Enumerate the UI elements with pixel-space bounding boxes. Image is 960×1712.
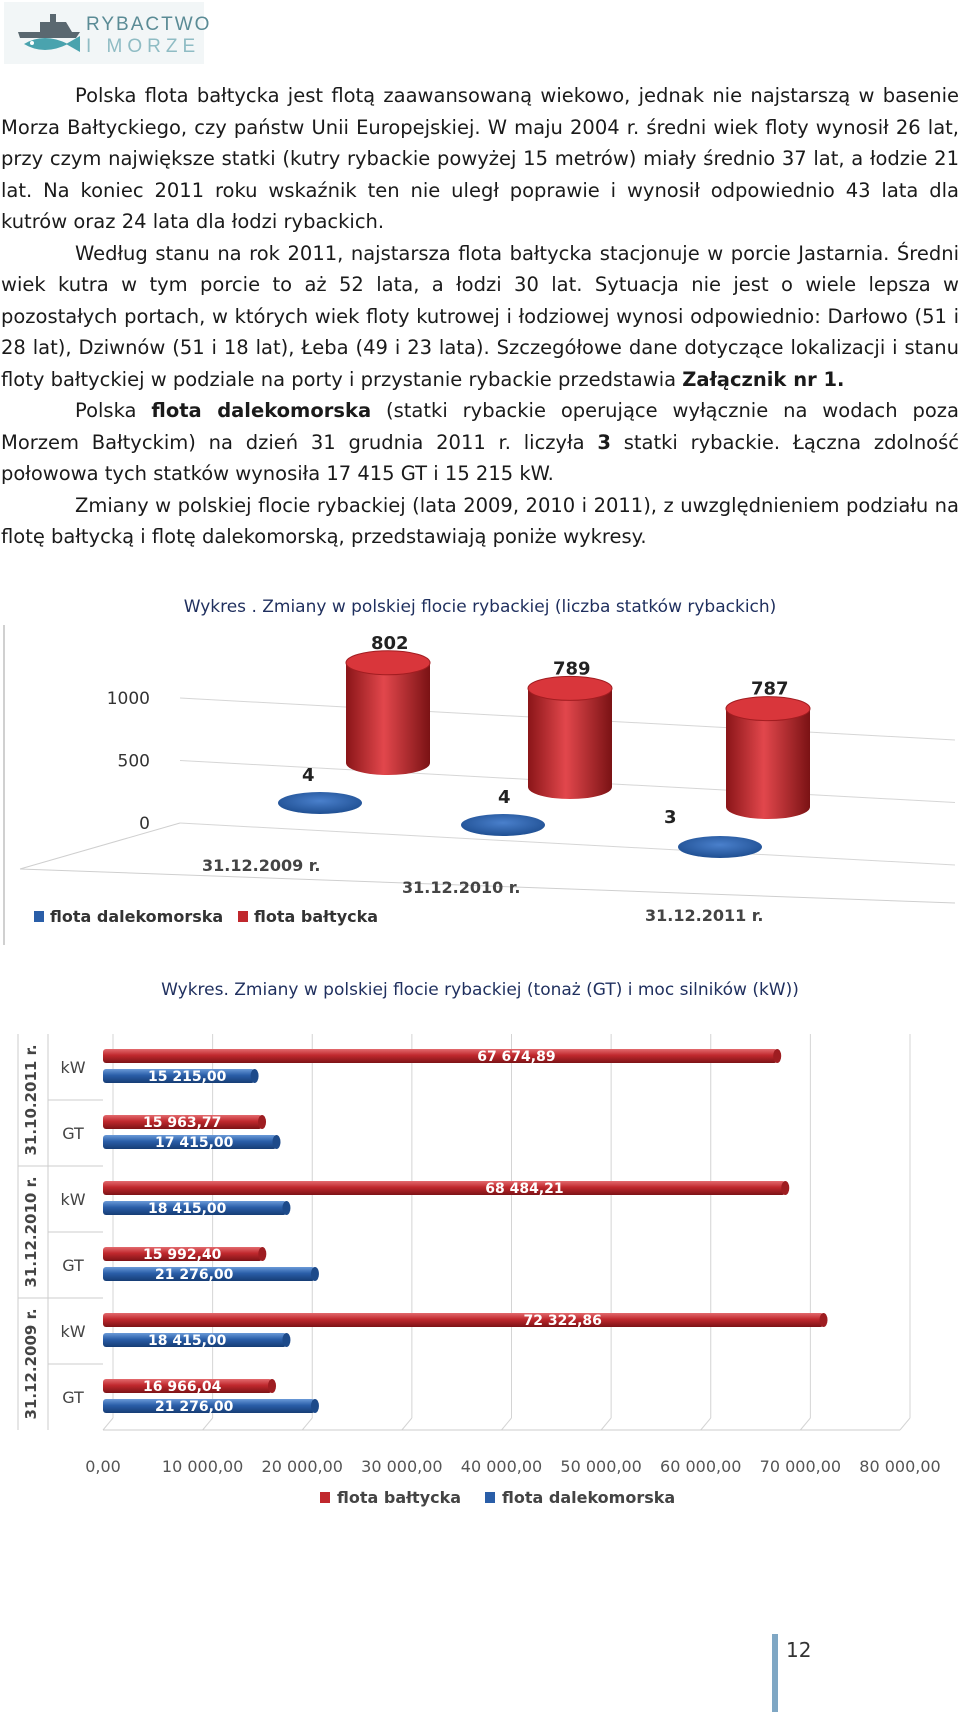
chart1-y-tick: 0 <box>139 814 150 834</box>
chart2-gridline-foot <box>402 1418 412 1430</box>
chart2-legend <box>320 1488 675 1507</box>
chart1-bar-distant <box>461 814 545 836</box>
chart1-legend <box>34 907 378 926</box>
body-text <box>1 80 959 553</box>
chart2-bar-distant-cap <box>311 1267 319 1281</box>
chart2-group-label: 31.12.2009 r. <box>22 1308 40 1420</box>
chart1-x-label: 31.12.2011 r. <box>645 906 764 925</box>
logo-line1: RYBACTWO <box>86 14 212 35</box>
legend2-label-baltic: flota bałtycka <box>337 1488 462 1507</box>
chart2-bar-baltic <box>103 1313 824 1327</box>
chart2-x-tick: 20 000,00 <box>261 1457 343 1476</box>
chart2-label-distant: 17 415,00 <box>155 1135 234 1151</box>
chart2-metric-label: GT <box>62 1124 84 1143</box>
paragraph-3-text-c: statki rybackie. Łączna zdolność połowowa tych statków wynosiła 17 415 GT i 15 215 kW. <box>1 430 959 485</box>
chart2-label-baltic: 72 322,86 <box>523 1313 602 1329</box>
chart1-y-ticks <box>107 689 150 834</box>
chart2-x-tick: 70 000,00 <box>759 1457 842 1476</box>
chart1-bar-baltic-top <box>726 697 810 721</box>
appendix-reference: Załącznik nr 1. <box>682 367 845 391</box>
chart2-x-ticks <box>85 1457 941 1476</box>
chart2-x-tick: 80 000,00 <box>859 1457 941 1476</box>
chart2-bar-distant-cap <box>282 1201 290 1215</box>
paragraph-4: Zmiany w polskiej flocie rybackiej (lata 2009, 2010 i 2011), z uwzględnieniem podziału na flotę bałtycką i flotę dalekomorską, przedstawiają poniże wykresy. <box>1 493 959 548</box>
chart1-label-distant: 4 <box>302 765 315 786</box>
chart2-gridline-foot <box>800 1418 810 1430</box>
chart2-label-distant: 15 215,00 <box>148 1069 227 1085</box>
chart1-bar-distant <box>678 836 762 858</box>
chart1-bar-baltic <box>726 709 810 819</box>
chart1-bar-baltic-top <box>528 676 612 700</box>
chart2-label-baltic: 68 484,21 <box>485 1181 564 1197</box>
chart1-bar-baltic <box>528 688 612 799</box>
chart2-gridline-foot <box>103 1418 113 1430</box>
chart1-label-baltic: 802 <box>371 632 409 654</box>
chart2-gridline-foot <box>701 1418 711 1430</box>
paragraph-3-bold-b: 3 <box>597 430 611 454</box>
chart2-bar-distant-cap <box>251 1069 259 1083</box>
chart2-x-tick: 50 000,00 <box>560 1457 642 1476</box>
chart2-bar-baltic-cap <box>258 1247 266 1261</box>
chart2-label-distant: 21 276,00 <box>155 1267 234 1283</box>
chart1-label-distant: 3 <box>664 807 677 828</box>
legend-label-distant: flota dalekomorska <box>50 907 224 926</box>
chart2-bar-baltic-cap <box>773 1049 781 1063</box>
chart2-bars <box>103 1049 828 1415</box>
chart2-gridline-foot <box>203 1418 213 1430</box>
chart2-bar-baltic <box>103 1181 785 1195</box>
chart2-x-tick: 60 000,00 <box>660 1457 742 1476</box>
chart2-label-baltic: 15 963,77 <box>143 1115 222 1131</box>
chart2-label-distant: 21 276,00 <box>155 1399 234 1415</box>
chart2-gridline-foot <box>900 1418 910 1430</box>
chart2-bar-distant-cap <box>311 1399 319 1413</box>
logo <box>4 2 212 64</box>
chart1-gridlines <box>20 698 955 903</box>
chart2-gridline-foot <box>302 1418 312 1430</box>
legend-swatch-baltic <box>238 911 248 922</box>
chart2-label-baltic: 15 992,40 <box>143 1247 222 1263</box>
chart2-label-distant: 18 415,00 <box>148 1333 227 1349</box>
legend2-swatch-baltic <box>320 1492 330 1503</box>
chart2-metric-label: GT <box>62 1388 84 1407</box>
chart-tonnage-power <box>0 1020 960 1520</box>
chart2-label-distant: 18 415,00 <box>148 1201 227 1217</box>
chart1-bar-baltic-top <box>346 651 430 675</box>
paragraph-3-text-a: Polska <box>75 399 152 422</box>
logo-line2: I MORZE <box>86 36 201 57</box>
chart2-bar-baltic-cap <box>820 1313 828 1327</box>
chart1-bar-distant <box>278 792 362 814</box>
chart2-bar-baltic <box>103 1049 777 1063</box>
chart2-label-baltic: 16 966,04 <box>143 1379 222 1395</box>
chart2-metric-label: GT <box>62 1256 84 1275</box>
chart1-label-baltic: 789 <box>553 658 591 680</box>
paragraph-3-bold-a: flota dalekomorska <box>151 399 372 422</box>
chart1-y-tick: 500 <box>117 751 150 772</box>
legend-label-baltic: flota bałtycka <box>254 907 379 926</box>
chart2-label-baltic: 67 674,89 <box>477 1049 556 1065</box>
paragraph-3 <box>1 395 959 490</box>
chart2-metric-label: kW <box>60 1322 86 1341</box>
chart2-group-labels <box>22 1044 40 1419</box>
chart1-bar-baltic <box>346 663 430 775</box>
chart2-x-tick: 30 000,00 <box>361 1457 443 1476</box>
chart1-x-label: 31.12.2010 r. <box>402 878 521 897</box>
chart2-x-tick: 0,00 <box>85 1457 121 1476</box>
chart2-bar-distant-cap <box>272 1135 280 1149</box>
paragraph-2-text: Według stanu na rok 2011, najstarsza flota bałtycka stacjonuje w porcie Jastarnia. Średni wiek kutra w tym porcie to aż 52 lata, a łodzi 30 lat. Sytuacja nie jest o wiele lepsza w pozostałych portach, w których wiek floty kutrowej i łodziowej wynosi odpowiednio: Darłowo (51 i 28 lat), Dziwnów (51 i 18 lat), Łeba (49 i 23 lata). Szczegółowe dane dotyczące lokalizacji i stanu floty bałtyckiej w podziale na porty i przystanie rybackie przedstawia <box>1 241 959 391</box>
chart2-metric-label: kW <box>60 1058 86 1077</box>
legend2-swatch-distant <box>485 1492 495 1503</box>
chart2-bar-baltic-cap <box>781 1181 789 1195</box>
paragraph-2 <box>1 238 959 396</box>
chart2-gridline-foot <box>502 1418 512 1430</box>
chart2-metric-label: kW <box>60 1190 86 1209</box>
chart2-group-label: 31.12.2010 r. <box>22 1176 40 1288</box>
chart2-x-tick: 40 000,00 <box>460 1457 543 1476</box>
chart2-gridline-foot <box>601 1418 611 1430</box>
page-number-bar <box>772 1634 778 1712</box>
legend2-label-distant: flota dalekomorska <box>502 1488 676 1507</box>
page-number: 12 <box>786 1638 812 1662</box>
chart1-label-baltic: 787 <box>751 678 789 700</box>
chart1-floor-edge <box>20 823 180 869</box>
chart2-bar-distant-cap <box>282 1333 290 1347</box>
chart1-y-tick: 1000 <box>106 689 150 709</box>
paragraph-1: Polska flota bałtycka jest flotą zaawansowaną wiekowo, jednak nie najstarszą w basenie Morza Bałtyckiego, czy państw Unii Europejskiej. W maju 2004 r. średni wiek floty wynosił 26 lat, przy czym największe statki (kutry rybackie powyżej 15 metrów) miały średnio 37 lat, a łodzie 21 lat. Na koniec 2011 roku wskaźnik ten nie uległ poprawie i wynosił odpowiednio 43 lata dla kutrów oraz 24 lata dla łodzi rybackich. <box>1 84 959 233</box>
chart-vessel-count <box>0 625 960 945</box>
chart2-x-tick: 10 000,00 <box>161 1457 244 1476</box>
chart2-caption: Wykres. Zmiany w polskiej flocie rybackiej (tonaż (GT) i moc silników (kW)) <box>161 980 799 1000</box>
chart2-group-label: 31.10.2011 r. <box>22 1044 40 1156</box>
chart2-gridlines <box>18 1034 910 1430</box>
chart1-label-distant: 4 <box>498 787 511 808</box>
chart1-caption: Wykres . Zmiany w polskiej flocie rybackiej (liczba statków rybackich) <box>183 597 777 617</box>
chart2-bar-baltic-cap <box>258 1115 266 1129</box>
legend-swatch-distant <box>34 911 44 922</box>
chart2-bar-baltic-cap <box>268 1379 276 1393</box>
chart1-marks <box>278 633 810 858</box>
fish-icon <box>10 4 90 64</box>
chart1-x-label: 31.12.2009 r. <box>202 856 321 875</box>
paragraph-3-text-b: (statki rybackie operujące wyłącznie na wodach poza Morzem Bałtyckim) na dzień 31 grudnia 2011 r. liczyła <box>1 399 959 454</box>
